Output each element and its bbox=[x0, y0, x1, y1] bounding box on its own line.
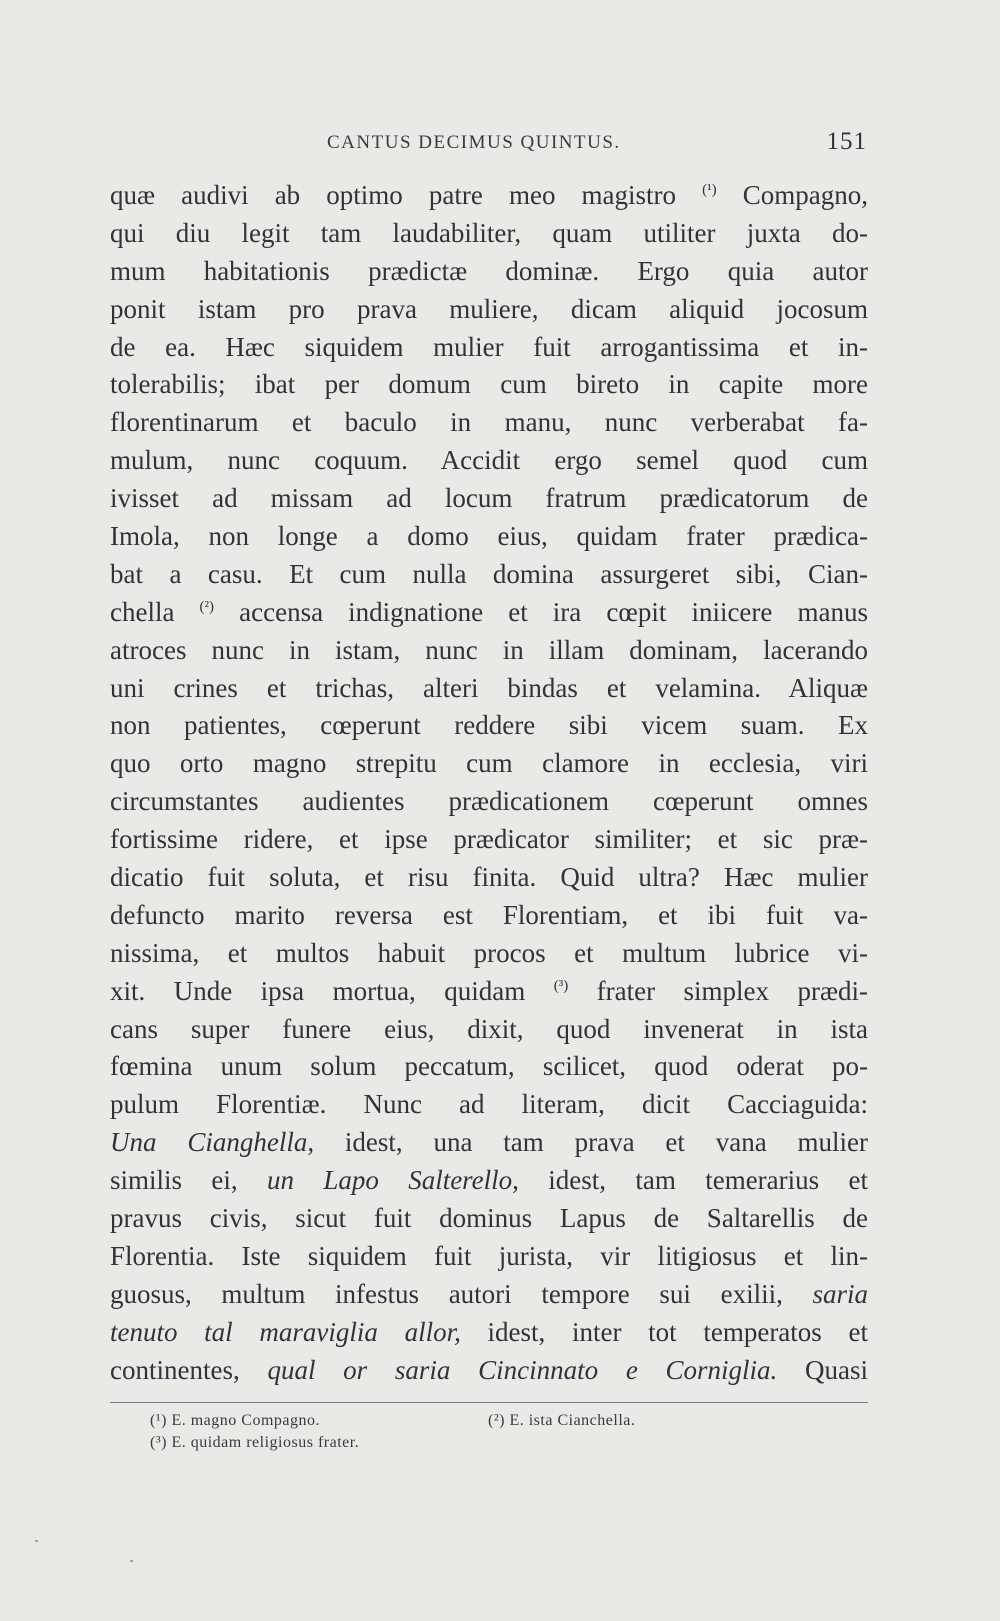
text-segment: quæ audivi ab optimo patre meo magistro bbox=[110, 180, 703, 210]
text-line bbox=[110, 480, 868, 518]
text-line bbox=[110, 707, 868, 745]
text-line bbox=[110, 366, 868, 404]
text-segment: fortissime ridere, et ipse prædicator similiter; et sic præ- bbox=[110, 824, 868, 855]
text-line bbox=[110, 745, 868, 783]
text-segment: chella bbox=[110, 596, 200, 627]
text-line bbox=[110, 556, 868, 594]
text-line bbox=[110, 253, 868, 291]
text-segment: florentinarum et baculo in manu, nunc verberabat fa- bbox=[110, 407, 868, 438]
text-line bbox=[110, 821, 868, 859]
text-line bbox=[110, 897, 868, 935]
running-head: CANTUS DECIMUS QUINTUS. bbox=[327, 132, 621, 153]
text-line bbox=[110, 442, 868, 480]
text-line bbox=[110, 1162, 868, 1200]
text-line bbox=[110, 1238, 868, 1276]
footnote-marker: (³) bbox=[150, 1434, 167, 1451]
footnote-reference: (²) bbox=[199, 598, 215, 615]
footnote-2 bbox=[488, 1412, 635, 1430]
text-segment: xit. Unde ipsa mortua, quidam bbox=[110, 975, 554, 1006]
italic-quote: un Lapo Salterello, bbox=[266, 1165, 519, 1196]
text-segment: uni crines et trichas, alteri bindas et velamina. Aliquæ bbox=[110, 672, 868, 703]
text-segment: continentes, bbox=[110, 1354, 268, 1385]
footnote-reference: (¹) bbox=[702, 182, 717, 198]
text-segment: ponit istam pro prava muliere, dicam aliquid jocosum bbox=[110, 293, 868, 324]
text-segment: accensa indignatione et ira cœpit iniicere manus bbox=[214, 596, 868, 627]
text-segment: bat a casu. Et cum nulla domina assurgeret sibi, Cian- bbox=[110, 558, 868, 589]
text-segment: Quasi bbox=[777, 1354, 868, 1385]
text-line bbox=[110, 215, 868, 253]
footnote-3 bbox=[150, 1434, 359, 1452]
text-segment: Imola, non longe a domo eius, quidam frater prædica- bbox=[110, 521, 868, 552]
text-line bbox=[110, 177, 868, 215]
italic-quote: saria bbox=[812, 1278, 868, 1309]
text-line bbox=[110, 404, 868, 442]
text-line bbox=[110, 1048, 868, 1086]
text-segment: fœmina unum solum peccatum, scilicet, quod oderat po- bbox=[110, 1051, 868, 1082]
text-segment: quo orto magno strepitu cum clamore in ecclesia, viri bbox=[110, 748, 868, 779]
body-text bbox=[110, 177, 868, 1390]
text-segment: guosus, multum infestus autori tempore sui exilii, bbox=[110, 1278, 813, 1309]
footnote-text: E. quidam religiosus frater. bbox=[171, 1434, 360, 1451]
text-segment: circumstantes audientes prædicationem cœperunt omnes bbox=[110, 786, 868, 817]
text-line bbox=[110, 935, 868, 973]
italic-quote: tenuto tal maraviglia allor, bbox=[110, 1316, 461, 1347]
text-segment: nissima, et multos habuit procos et multum lubrice vi- bbox=[110, 937, 868, 968]
footnote-text: E. ista Cianchella. bbox=[509, 1412, 636, 1429]
text-segment: mulum, nunc coquum. Accidit ergo semel quod cum bbox=[110, 445, 868, 476]
italic-quote: Una Cianghella, bbox=[110, 1127, 315, 1158]
text-segment: idest, tam temerarius et bbox=[518, 1165, 868, 1196]
text-line bbox=[110, 1314, 868, 1352]
text-line bbox=[110, 1352, 868, 1390]
footnote-reference: (³) bbox=[553, 977, 569, 994]
text-line bbox=[110, 1011, 868, 1049]
text-segment: Florentia. Iste siquidem fuit jurista, vir litigiosus et lin- bbox=[110, 1240, 868, 1271]
paper-speck bbox=[130, 1560, 133, 1562]
text-segment: tolerabilis; ibat per domum cum bireto in capite more bbox=[110, 369, 868, 400]
italic-quote: qual or saria Cincinnato e Corniglia. bbox=[267, 1354, 778, 1385]
text-segment: defuncto marito reversa est Florentiam, et ibi fuit va- bbox=[110, 899, 868, 930]
text-segment: frater simplex prædi- bbox=[568, 975, 868, 1006]
paper-speck bbox=[35, 1540, 38, 1542]
text-segment: mum habitationis prædictæ dominæ. Ergo quia autor bbox=[110, 255, 868, 286]
text-segment: Compagno, bbox=[716, 180, 868, 210]
text-segment: pulum Florentiæ. Nunc ad literam, dicit Cacciaguida: bbox=[110, 1089, 868, 1120]
text-segment: ivisset ad missam ad locum fratrum prædicatorum de bbox=[110, 483, 868, 514]
text-line bbox=[110, 329, 868, 367]
footnote-rule bbox=[110, 1402, 868, 1403]
page-header bbox=[112, 128, 867, 168]
text-segment: idest, inter tot temperatos et bbox=[460, 1316, 868, 1347]
text-line bbox=[110, 1276, 868, 1314]
text-segment: cans super funere eius, dixit, quod invenerat in ista bbox=[110, 1013, 868, 1044]
text-line bbox=[110, 670, 868, 708]
text-segment: de ea. Hæc siquidem mulier fuit arrogantissima et in- bbox=[110, 331, 868, 362]
text-segment: dicatio fuit soluta, et risu finita. Quid ultra? Hæc mulier bbox=[110, 862, 868, 893]
text-line bbox=[110, 1086, 868, 1124]
text-line bbox=[110, 291, 868, 329]
text-line bbox=[110, 1124, 868, 1162]
text-segment: non patientes, cœperunt reddere sibi vicem suam. Ex bbox=[110, 710, 868, 741]
text-line bbox=[110, 859, 868, 897]
text-segment: idest, una tam prava et vana mulier bbox=[314, 1127, 868, 1158]
footnote-text: E. magno Compagno. bbox=[171, 1412, 320, 1429]
page-number: 151 bbox=[826, 128, 867, 155]
text-line bbox=[110, 594, 868, 632]
footnote-1 bbox=[150, 1412, 320, 1430]
footnote-marker: (¹) bbox=[150, 1412, 167, 1429]
text-line bbox=[110, 973, 868, 1011]
footnote-marker: (²) bbox=[488, 1412, 505, 1429]
text-segment: atroces nunc in istam, nunc in illam dominam, lacerando bbox=[110, 634, 868, 665]
text-segment: qui diu legit tam laudabiliter, quam utiliter juxta do- bbox=[110, 217, 868, 248]
text-line bbox=[110, 518, 868, 556]
text-line bbox=[110, 632, 868, 670]
text-line bbox=[110, 783, 868, 821]
text-line bbox=[110, 1200, 868, 1238]
text-segment: pravus civis, sicut fuit dominus Lapus de Saltarellis de bbox=[110, 1203, 868, 1234]
text-segment: similis ei, bbox=[110, 1165, 267, 1196]
